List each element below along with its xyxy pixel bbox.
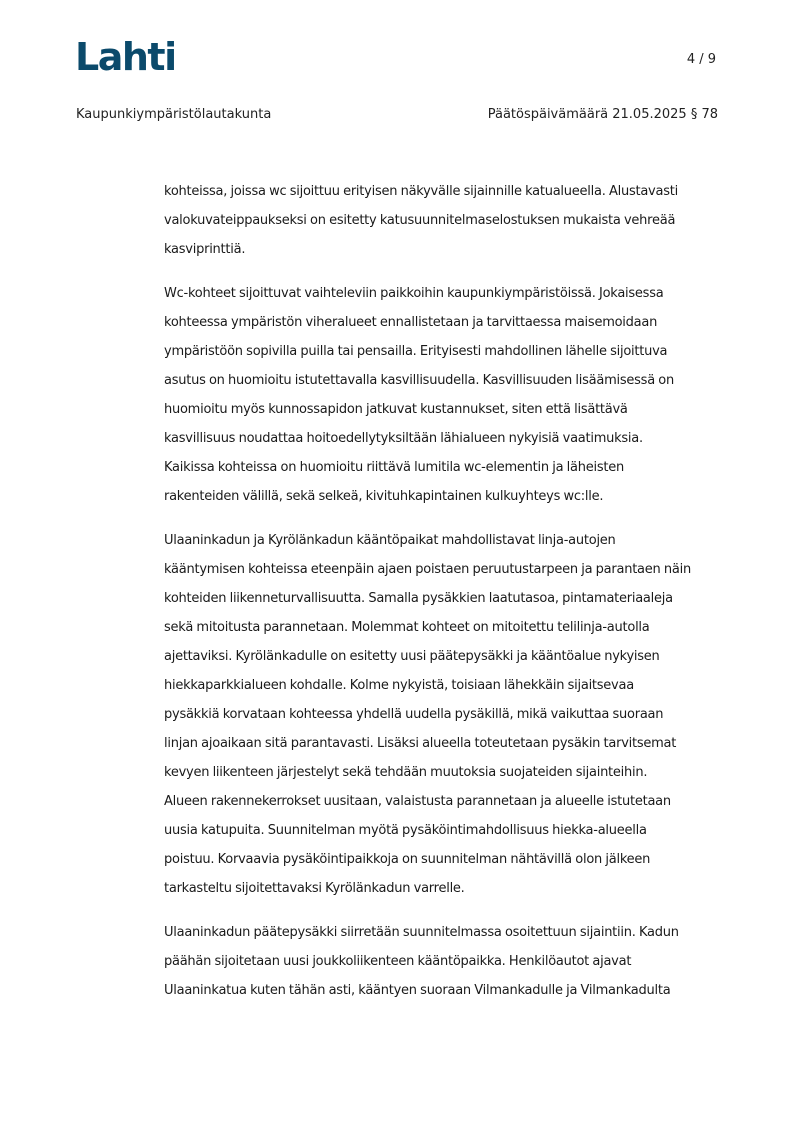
text-line: huomioitu myös kunnossapidon jatkuvat kustannukset, siten että lisättävä (164, 402, 628, 417)
committee-name: Kaupunkiympäristölautakunta (76, 107, 272, 122)
text-line: Ulaaninkatua kuten tähän asti, kääntyen suoraan Vilmankadulle ja Vilmankadulta (164, 983, 671, 998)
paragraph (164, 279, 724, 511)
page-number: 4 / 9 (686, 52, 716, 67)
text-line: Wc-kohteet sijoittuvat vaihteleviin paikkoihin kaupunkiympäristöissä. Jokaisessa (164, 286, 664, 301)
text-line: linjan ajoaikaan sitä parantavasti. Lisäksi alueella toteutetaan pysäkin tarvitsemat (164, 736, 677, 751)
text-line: valokuvateippaukseksi on esitetty katusuunnitelmaselostuksen mukaista vehreää (164, 213, 676, 228)
text-line: kasviprinttiä. (164, 242, 246, 257)
text-line: rakenteiden välillä, sekä selkeä, kivituhkapintainen kulkuyhteys wc:lle. (164, 489, 604, 504)
decision-date: Päätöspäivämäärä 21.05.2025 § 78 (487, 107, 718, 122)
paragraph (164, 526, 724, 903)
text-line: sekä mitoitusta parannetaan. Molemmat kohteet on mitoitettu telilinja-autolla (164, 620, 650, 635)
paragraph (164, 177, 724, 264)
paragraph (164, 918, 724, 1005)
text-line: kevyen liikenteen järjestelyt sekä tehdään muutoksia suojateiden sijainteihin. (164, 765, 648, 780)
text-line: poistuu. Korvaavia pysäköintipaikkoja on suunnitelman nähtävillä olon jälkeen (164, 852, 651, 867)
text-line: Kaikissa kohteissa on huomioitu riittävä lumitila wc-elementin ja läheisten (164, 460, 624, 475)
text-line: asutus on huomioitu istutettavalla kasvillisuudella. Kasvillisuuden lisäämisessä on (164, 373, 674, 388)
text-line: Alueen rakennekerrokset uusitaan, valaistusta parannetaan ja alueelle istutetaan (164, 794, 671, 809)
text-line: kohteiden liikenneturvallisuutta. Samalla pysäkkien laatutasoa, pintamateriaaleja (164, 591, 673, 606)
text-line: tarkasteltu sijoitettavaksi Kyrölänkadun varrelle. (164, 881, 465, 896)
text-line: ympäristöön sopivilla puilla tai pensailla. Erityisesti mahdollinen lähelle sijoittuva (164, 344, 668, 359)
text-line: Ulaaninkadun päätepysäkki siirretään suunnitelmassa osoitettuun sijaintiin. Kadun (164, 925, 679, 940)
text-line: kääntymisen kohteissa eteenpäin ajaen poistaen peruutustarpeen ja parantaen näin (164, 562, 691, 577)
text-line: kasvillisuus noudattaa hoitoedellytyksiltään lähialueen nykyisiä vaatimuksia. (164, 431, 643, 446)
text-line: ajettaviksi. Kyrölänkadulle on esitetty uusi päätepysäkki ja kääntöalue nykyisen (164, 649, 660, 664)
text-line: päähän sijoitetaan uusi joukkoliikenteen kääntöpaikka. Henkilöautot ajavat (164, 954, 632, 969)
text-line: uusia katupuita. Suunnitelman myötä pysäköintimahdollisuus hiekka-alueella (164, 823, 647, 838)
document-body (164, 177, 724, 1020)
text-line: pysäkkiä korvataan kohteessa yhdellä uudella pysäkillä, mikä vaikuttaa suoraan (164, 707, 664, 722)
text-line: hiekkaparkkialueen kohdalle. Kolme nykyistä, toisiaan lähekkäin sijaitsevaa (164, 678, 634, 693)
text-line: Ulaaninkadun ja Kyrölänkadun kääntöpaikat mahdollistavat linja-autojen (164, 533, 616, 548)
lahti-logo: Lahti (75, 35, 176, 79)
text-line: kohteissa, joissa wc sijoittuu erityisen näkyvälle sijainnille katualueella. Alustavasti (164, 184, 678, 199)
text-line: kohteessa ympäristön viheralueet ennallistetaan ja tarvittaessa maisemoidaan (164, 315, 658, 330)
